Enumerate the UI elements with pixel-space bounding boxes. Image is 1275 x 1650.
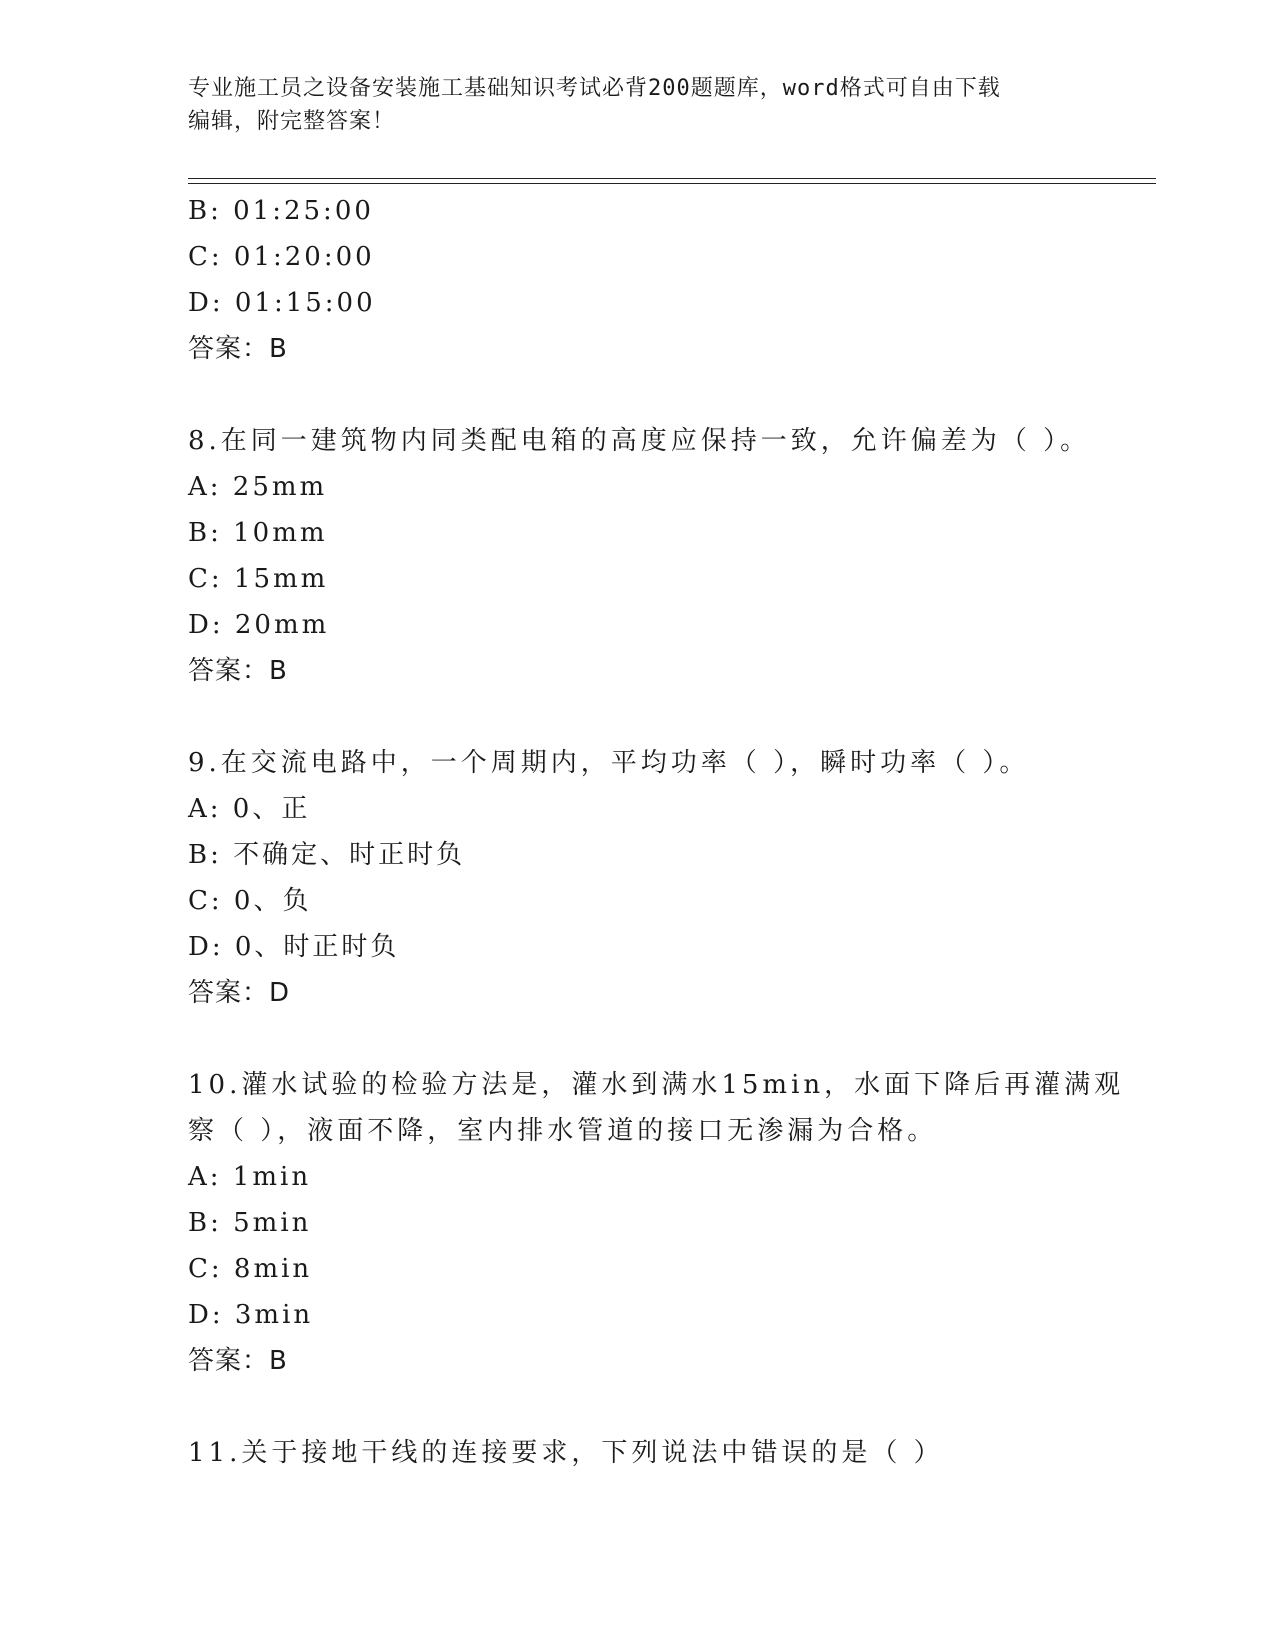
option-b: B: 01:25:00 <box>188 196 374 226</box>
header-divider-bottom <box>188 183 1156 184</box>
question-stem: 8.在同一建筑物内同类配电箱的高度应保持一致，允许偏差为（ ）。 <box>188 426 1091 456</box>
option-a: A: 0、正 <box>188 794 311 824</box>
option-d: D: 0、时正时负 <box>188 932 400 962</box>
answer-line: 答案：B <box>188 1346 288 1376</box>
option-c: C: 15mm <box>188 564 329 594</box>
header-title-line-2: 编辑，附完整答案！ <box>188 109 396 134</box>
answer-line: 答案：D <box>188 978 291 1008</box>
question-9 <box>188 740 1088 1016</box>
question-list <box>188 188 1125 1476</box>
question-7-continued <box>188 188 1088 372</box>
option-c: C: 0、负 <box>188 886 312 916</box>
option-a: A: 1min <box>188 1162 312 1192</box>
answer-line: 答案：B <box>188 656 288 686</box>
question-11 <box>188 1430 1088 1476</box>
question-stem-line-2: 察（ ），液面不降，室内排水管道的接口无渗漏为合格。 <box>188 1116 938 1146</box>
answer-line: 答案：B <box>188 334 288 364</box>
option-c: C: 01:20:00 <box>188 242 375 272</box>
header-divider-top <box>188 178 1156 179</box>
option-a: A: 25mm <box>188 472 328 502</box>
question-stem: 11.关于接地干线的连接要求，下列说法中错误的是（ ） <box>188 1438 944 1468</box>
option-d: D: 20mm <box>188 610 330 640</box>
option-b: B: 10mm <box>188 518 328 548</box>
option-d: D: 3min <box>188 1300 314 1330</box>
header-title-line-1: 专业施工员之设备安装施工基础知识考试必背200题题库，word格式可自由下载 <box>188 76 1001 101</box>
question-8 <box>188 418 1091 694</box>
question-stem-line-1: 10.灌水试验的检验方法是，灌水到满水15min，水面下降后再灌满观 <box>188 1070 1125 1100</box>
option-d: D: 01:15:00 <box>188 288 376 318</box>
question-10 <box>188 1062 1125 1384</box>
question-stem: 9.在交流电路中，一个周期内，平均功率（ ），瞬时功率（ ）。 <box>188 748 1030 778</box>
document-header <box>188 72 1068 138</box>
option-c: C: 8min <box>188 1254 313 1284</box>
option-b: B: 不确定、时正时负 <box>188 840 466 870</box>
option-b: B: 5min <box>188 1208 312 1238</box>
